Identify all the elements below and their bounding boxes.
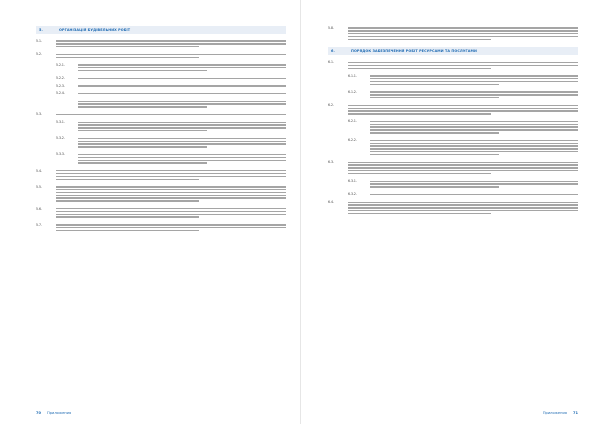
paragraph bbox=[36, 99, 286, 109]
paragraph-text bbox=[370, 74, 578, 87]
paragraph bbox=[36, 52, 286, 59]
paragraph-text bbox=[56, 112, 286, 116]
right-column bbox=[328, 26, 578, 219]
paragraph-text bbox=[370, 192, 578, 196]
paragraph-number: 6.1.1. bbox=[348, 73, 357, 78]
paragraph-text bbox=[56, 207, 286, 220]
top-items bbox=[328, 26, 578, 42]
section-number: 5. bbox=[39, 28, 43, 32]
paragraph-text bbox=[348, 26, 578, 42]
paragraph bbox=[328, 26, 578, 42]
paragraph bbox=[36, 120, 286, 133]
paragraph-number: 5.2.3. bbox=[56, 83, 65, 88]
paragraph-number: 5.3.3. bbox=[56, 152, 65, 157]
paragraph-text bbox=[78, 91, 286, 95]
paragraph-text bbox=[78, 63, 286, 73]
paragraph-number: 5.3.2. bbox=[56, 136, 65, 141]
paragraph-text bbox=[78, 99, 286, 109]
page-footer bbox=[543, 411, 578, 415]
paragraph bbox=[328, 103, 578, 116]
paragraph bbox=[36, 185, 286, 203]
paragraph-number: 6.3.2. bbox=[348, 192, 357, 197]
paragraph-text bbox=[78, 120, 286, 133]
paragraph bbox=[36, 169, 286, 182]
paragraph bbox=[328, 90, 578, 100]
section-title: ОРГАНІЗАЦІЯ БУДІВЕЛЬНИХ РОБІТ bbox=[59, 28, 131, 32]
paragraph-number: 6.1. bbox=[328, 60, 334, 65]
paragraph-number: 6.2. bbox=[328, 103, 334, 108]
footer-label: Приложения bbox=[47, 411, 72, 415]
paragraph bbox=[328, 138, 578, 156]
paragraph-text bbox=[56, 185, 286, 203]
paragraph-text bbox=[370, 90, 578, 100]
paragraph-number: 6.3. bbox=[328, 160, 334, 165]
paragraph-text bbox=[56, 169, 286, 182]
paragraph-number: 5.4. bbox=[36, 168, 42, 173]
paragraph-text bbox=[348, 160, 578, 176]
paragraph bbox=[328, 74, 578, 87]
paragraph-number: 6.4. bbox=[328, 200, 334, 205]
paragraph-number: 6.2.1. bbox=[348, 119, 357, 124]
paragraph-number: 5.2.2. bbox=[56, 76, 65, 81]
paragraph-number: 5.5. bbox=[36, 184, 42, 189]
paragraph-text bbox=[348, 200, 578, 216]
left-column bbox=[36, 26, 286, 236]
paragraph bbox=[36, 152, 286, 165]
paragraph-number: 5.8. bbox=[328, 26, 334, 30]
paragraph-text bbox=[78, 136, 286, 149]
paragraph-number: 5.2.1. bbox=[56, 62, 65, 67]
paragraph-number: 5.2. bbox=[36, 52, 42, 57]
paragraph-number: 6.3.1. bbox=[348, 179, 357, 184]
section-number: 6. bbox=[331, 49, 335, 54]
paragraph-text bbox=[78, 84, 286, 88]
paragraph-number: 6.1.2. bbox=[348, 89, 357, 94]
section-title: ПОРЯДОК ЗАБЕЗПЕЧЕННЯ РОБІТ РЕСУРСАМИ ТА ПОСЛУГАМИ bbox=[351, 49, 477, 54]
paragraph-number: 5.6. bbox=[36, 206, 42, 211]
paragraph bbox=[36, 63, 286, 73]
paragraph-number: 5.1. bbox=[36, 39, 42, 43]
paragraph-text bbox=[78, 152, 286, 165]
paragraph-number: 6.2.2. bbox=[348, 138, 357, 143]
paragraph bbox=[36, 112, 286, 116]
paragraph bbox=[36, 91, 286, 95]
paragraph-number: 5.2.4. bbox=[56, 91, 65, 96]
paragraph bbox=[36, 136, 286, 149]
paragraph bbox=[36, 39, 286, 49]
paragraph bbox=[328, 160, 578, 176]
paragraph-text bbox=[370, 119, 578, 135]
paragraph-text bbox=[348, 60, 578, 70]
paragraph bbox=[36, 207, 286, 220]
paragraph bbox=[328, 192, 578, 196]
paragraph bbox=[328, 179, 578, 189]
page-number: 70 bbox=[36, 411, 42, 415]
paragraph-text bbox=[370, 138, 578, 156]
section-header bbox=[328, 47, 578, 55]
paragraph-number: 5.3. bbox=[36, 112, 42, 117]
paragraph-text bbox=[56, 223, 286, 233]
paragraph bbox=[328, 60, 578, 70]
paragraph-text bbox=[370, 179, 578, 189]
paragraph bbox=[328, 200, 578, 216]
paragraph-text bbox=[56, 52, 286, 59]
paragraph-number: 5.7. bbox=[36, 222, 42, 227]
paragraph-text bbox=[78, 76, 286, 80]
page-number: 71 bbox=[572, 411, 578, 415]
paragraph bbox=[36, 76, 286, 80]
paragraph-number: 5.3.1. bbox=[56, 120, 65, 125]
footer-label: Приложения bbox=[542, 411, 567, 415]
paragraph-text bbox=[348, 103, 578, 116]
paragraph bbox=[36, 84, 286, 88]
section-header bbox=[36, 26, 286, 34]
right-page bbox=[300, 0, 600, 424]
paragraph bbox=[328, 119, 578, 135]
paragraph bbox=[36, 223, 286, 233]
paragraph-text bbox=[56, 39, 286, 49]
page-footer bbox=[36, 411, 71, 415]
